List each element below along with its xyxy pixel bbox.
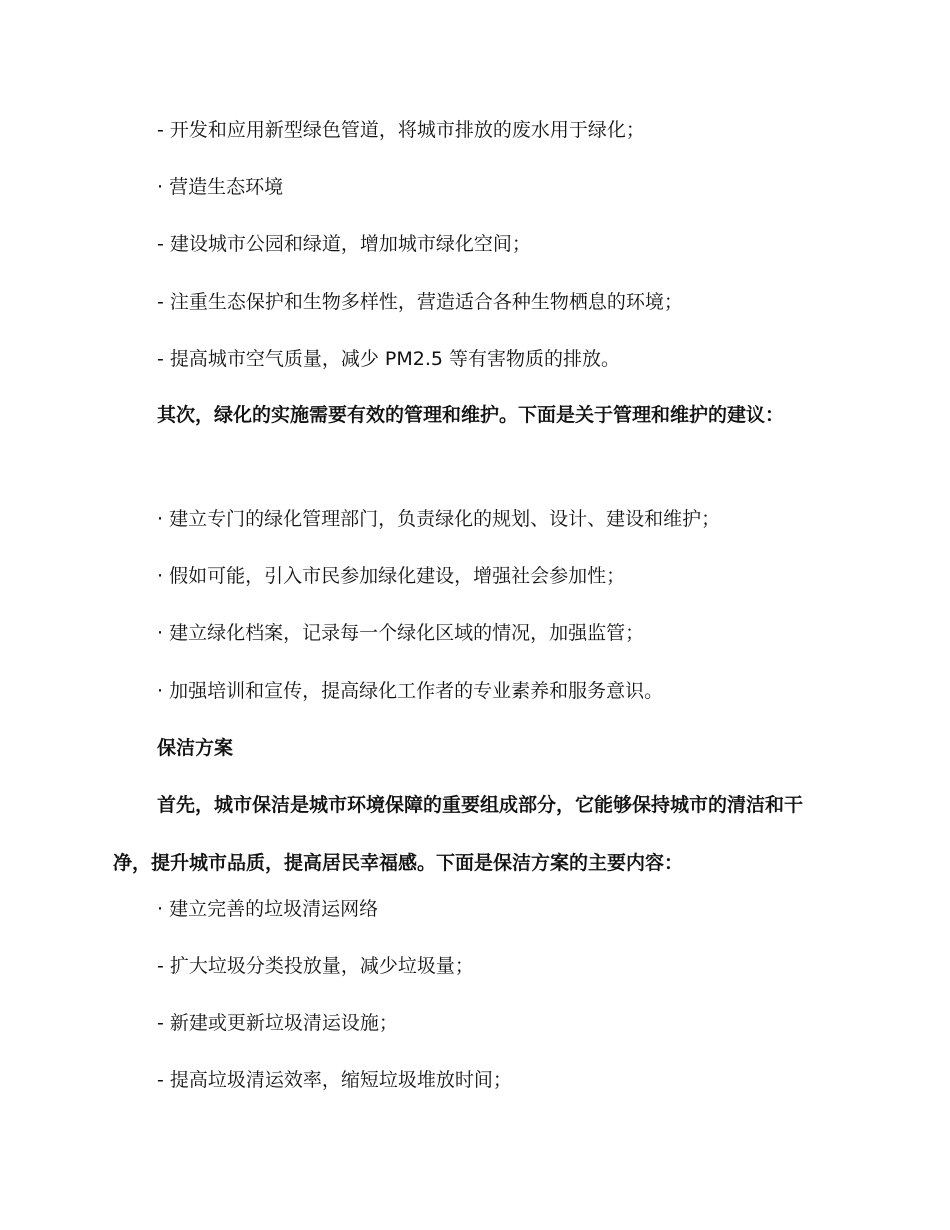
list-item: - 建设城市公园和绿道，增加城市绿化空间；: [157, 233, 531, 255]
paragraph-management: 其次，绿化的实施需要有效的管理和维护。下面是关于管理和维护的建议：: [157, 404, 785, 426]
list-item: - 开发和应用新型绿色管道，将城市排放的废水用于绿化；: [157, 119, 645, 141]
list-item: · 假如可能，引入市民参加绿化建设，增强社会参加性；: [157, 565, 626, 587]
list-item: - 新建或更新垃圾清运设施；: [157, 1012, 398, 1034]
list-item: - 扩大垃圾分类投放量，减少垃圾量；: [157, 955, 474, 977]
list-item: - 注重生态保护和生物多样性，营造适合各种生物栖息的环境；: [157, 291, 683, 313]
list-item: - 提高城市空气质量，减少 PM2.5 等有害物质的排放。: [157, 348, 621, 370]
list-item: · 建立完善的垃圾清运网络: [157, 898, 379, 920]
list-item: - 提高垃圾清运效率，缩短垃圾堆放时间；: [157, 1069, 512, 1091]
list-item: · 建立专门的绿化管理部门，负责绿化的规划、设计、建设和维护；: [157, 508, 721, 530]
paragraph-cleaning: 首先，城市保洁是城市环境保障的重要组成部分，它能够保持城市的清洁和干净，提升城市品质，提高居民幸福感。下面是保洁方案的主要内容：: [113, 794, 804, 874]
section-title: 保洁方案: [157, 737, 234, 759]
list-item: · 营造生态环境: [157, 176, 284, 198]
list-item: · 建立绿化档案，记录每一个绿化区域的情况，加强监管；: [157, 622, 645, 644]
list-item: · 加强培训和宣传，提高绿化工作者的专业素养和服务意识。: [157, 680, 664, 702]
